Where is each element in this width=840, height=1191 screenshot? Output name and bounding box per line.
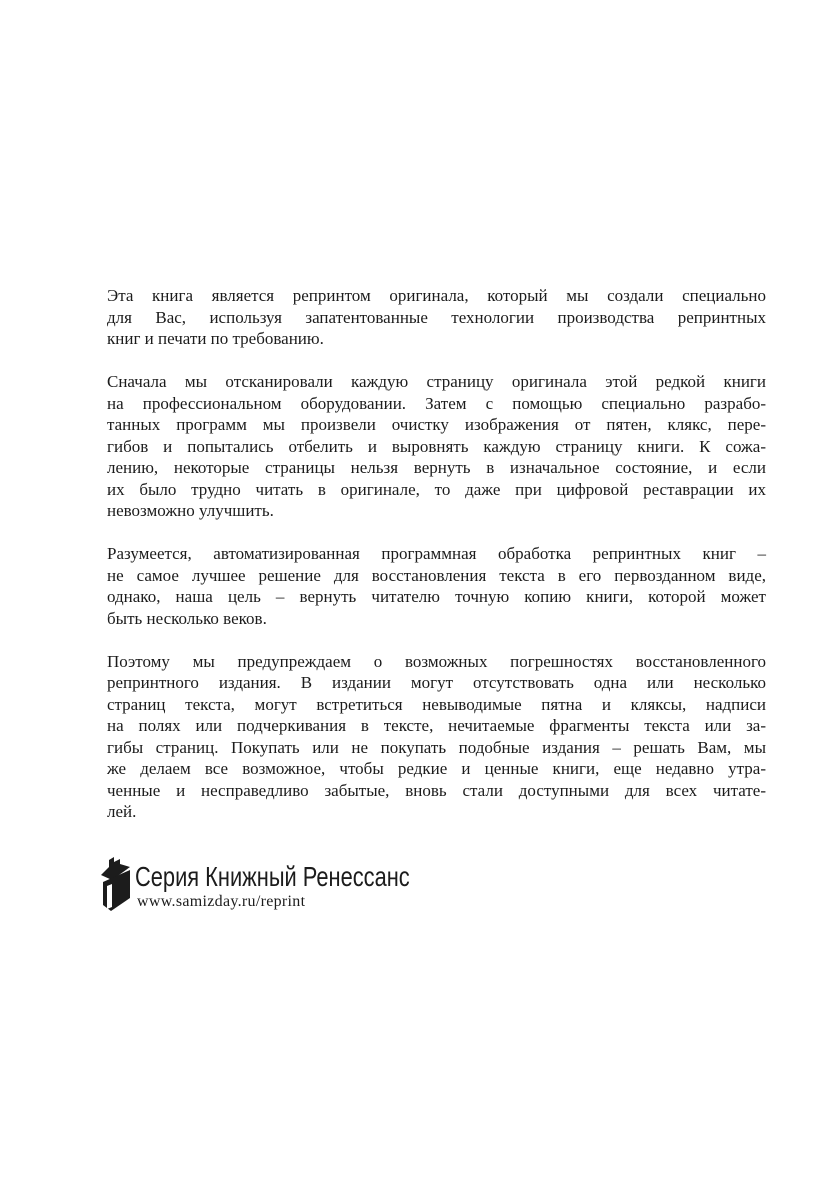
text-line: гибы страниц. Покупать или не покупать подобные издания – решать Вам, мы: [107, 737, 766, 757]
text-line: Поэтому мы предупреждаем о возможных погрешностях восстановленного: [107, 651, 766, 671]
text-block: [107, 285, 766, 823]
text-line: лению, некоторые страницы нельзя вернуть в изначальное состояние, и если: [107, 458, 766, 477]
text-line: не самое лучшее решение для восстановления текста в его первозданном виде,: [107, 565, 766, 585]
text-line: однако, наша цель – вернуть читателю точную копию книги, которой может: [107, 587, 766, 606]
text-line: Эта книга является репринтом оригинала, который мы создали специально: [107, 286, 766, 305]
text-line: для Вас, используя запатентованные технологии производства репринтных: [107, 307, 766, 327]
text-line: репринтного издания. В издании могут отсутствовать одна или несколько: [107, 673, 766, 692]
text-line: на профессиональном оборудовании. Затем с помощью специально разрабо-: [107, 393, 766, 413]
paragraph: [107, 371, 766, 522]
paragraph: [107, 651, 766, 823]
text-line: лей.: [107, 802, 137, 821]
text-line: танных программ мы произвели очистку изображения от пятен, клякс, пере-: [107, 415, 766, 434]
logo-text: [135, 855, 487, 910]
text-line: невозможно улучшить.: [107, 501, 274, 520]
paragraph: [107, 285, 766, 350]
text-line: быть несколько веков.: [107, 608, 267, 628]
paragraph: [107, 543, 766, 629]
series-logo: [99, 855, 487, 912]
text-line: гибов и попытались отбелить и выровнять каждую страницу книги. К сожа-: [107, 436, 766, 456]
text-line: ченные и несправедливо забытые, вновь стали доступными для всех читате-: [107, 780, 766, 800]
publisher-url: www.samizday.ru/reprint: [137, 893, 306, 910]
text-line: на полях или подчеркивания в тексте, нечитаемые фрагменты текста или за-: [107, 716, 766, 735]
text-line: их было трудно читать в оригинале, то даже при цифровой реставрации их: [107, 479, 766, 499]
series-label: Серия Книжный Ренессанс: [135, 861, 410, 892]
text-line: Сначала мы отсканировали каждую страницу оригинала этой редкой книги: [107, 372, 766, 391]
book-series-logo-icon: [99, 855, 132, 912]
text-line: Разумеется, автоматизированная программная обработка репринтных книг –: [107, 544, 766, 563]
text-line: же делаем все возможное, чтобы редкие и ценные книги, еще недавно утра-: [107, 759, 766, 778]
text-line: страниц текста, могут встретиться невыводимые пятна и кляксы, надписи: [107, 694, 766, 714]
text-line: книг и печати по требованию.: [107, 329, 324, 348]
